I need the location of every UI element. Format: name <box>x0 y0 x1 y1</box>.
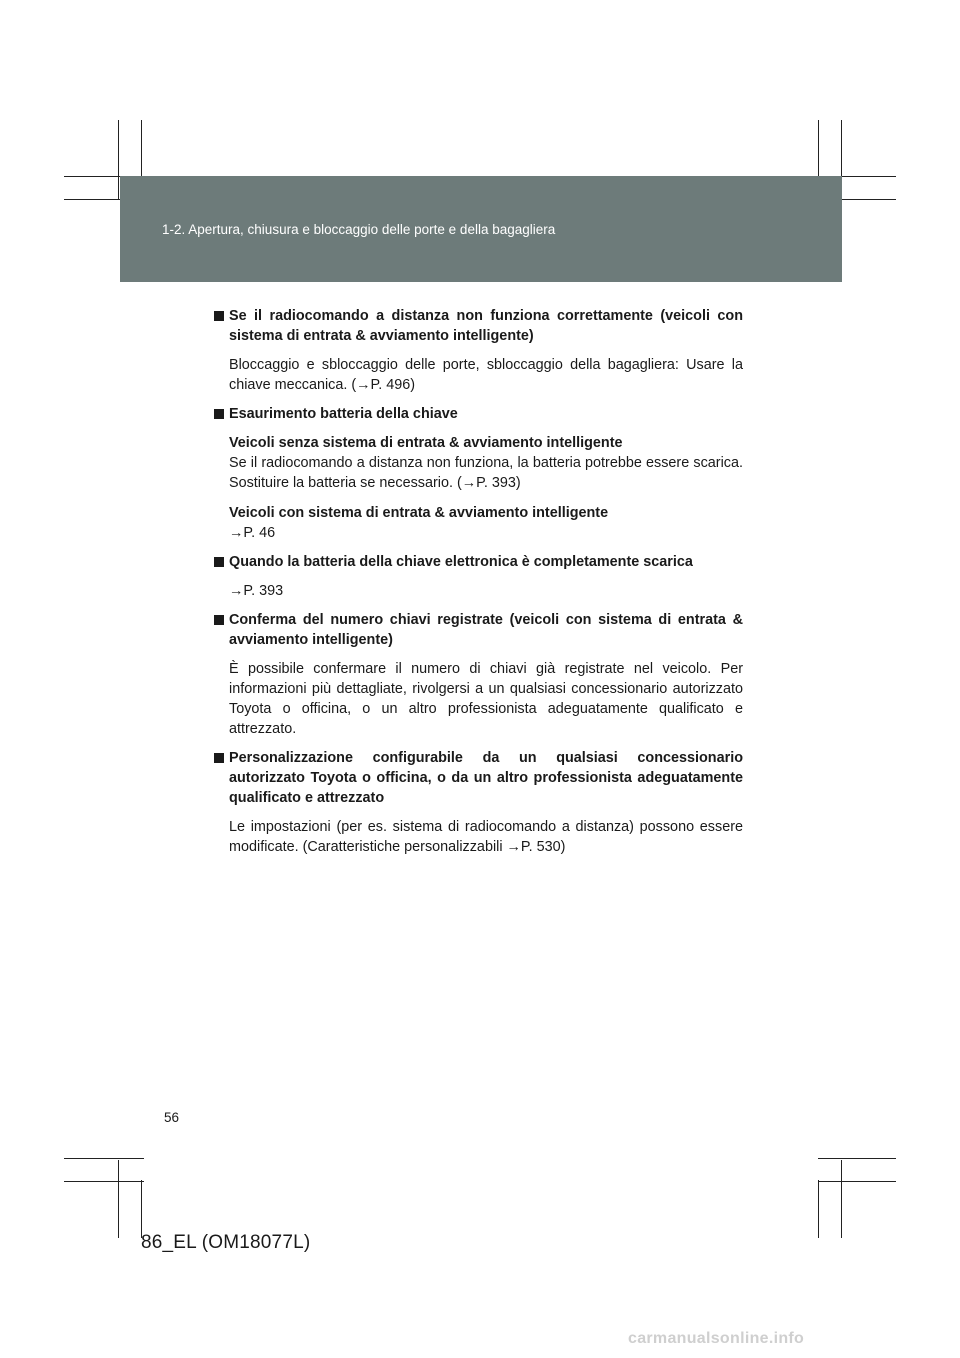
page-number: 56 <box>164 1110 180 1125</box>
section-electronic-key-dead <box>214 552 743 601</box>
paragraph-text: Se il radiocomando a distanza non funziona, la batteria potrebbe essere scarica. Sostituire la batteria se necessario. (→P. 393) <box>229 455 743 491</box>
square-bullet-icon <box>214 557 224 567</box>
square-bullet-icon <box>214 311 224 321</box>
paragraph-text: È possibile confermare il numero di chiavi già registrate nel veicolo. Per informazioni più dettagliate, rivolgersi a un qualsiasi concessionario autorizzato Toyota o officina, o un altro professionista adeguatamente qualificato e attrezzato. <box>229 661 743 737</box>
paragraph-text: Bloccaggio e sbloccaggio delle porte, sbloccaggio della bagagliera: Usare la chiave meccanica. (→P. 496) <box>229 357 743 393</box>
section-header-band <box>120 176 842 282</box>
paragraph-text: Le impostazioni (per es. sistema di radiocomando a distanza) possono essere modificate. (Caratteristiche personalizzabili →P. 530) <box>229 819 743 855</box>
paragraph <box>229 503 743 543</box>
section-header-title: 1-2. Apertura, chiusura e bloccaggio delle porte e della bagagliera <box>162 222 556 237</box>
crop-mark <box>118 1160 119 1238</box>
square-bullet-icon <box>214 409 224 419</box>
crop-mark <box>64 1181 144 1182</box>
section-heading: Se il radiocomando a distanza non funziona correttamente (veicoli con sistema di entrata & avviamento intelligente) <box>229 308 743 344</box>
section-registered-keys <box>214 610 743 739</box>
crop-mark <box>818 1180 819 1238</box>
page-reference: →P. 46 <box>229 525 276 541</box>
square-bullet-icon <box>214 615 224 625</box>
crop-mark <box>818 1181 896 1182</box>
crop-mark <box>118 120 119 200</box>
page-content <box>214 306 743 866</box>
section-heading: Esaurimento batteria della chiave <box>229 406 458 422</box>
subheading: Veicoli con sistema di entrata & avviamento intelligente <box>229 505 609 521</box>
watermark: carmanualsonline.info <box>628 1330 805 1347</box>
section-remote-malfunction <box>214 306 743 395</box>
paragraph <box>229 581 743 601</box>
page-reference: →P. 393 <box>229 583 284 599</box>
paragraph <box>229 355 743 395</box>
document-code: 86_EL (OM18077L) <box>141 1232 311 1253</box>
section-heading: Conferma del numero chiavi registrate (veicoli con sistema di entrata & avviamento intelligente) <box>229 612 743 648</box>
crop-mark <box>141 1180 142 1238</box>
crop-mark <box>841 1160 842 1238</box>
paragraph <box>229 817 743 857</box>
section-heading: Personalizzazione configurabile da un qualsiasi concessionario autorizzato Toyota o officina, o da un altro professionista adeguatamente qualificato e attrezzato <box>229 750 743 806</box>
crop-mark <box>64 1158 144 1159</box>
paragraph <box>229 659 743 739</box>
section-heading: Quando la batteria della chiave elettronica è completamente scarica <box>229 554 693 570</box>
paragraph <box>229 433 743 493</box>
section-key-battery <box>214 404 743 543</box>
subheading: Veicoli senza sistema di entrata & avviamento intelligente <box>229 435 623 451</box>
section-customization <box>214 748 743 857</box>
crop-mark <box>818 1158 896 1159</box>
square-bullet-icon <box>214 753 224 763</box>
